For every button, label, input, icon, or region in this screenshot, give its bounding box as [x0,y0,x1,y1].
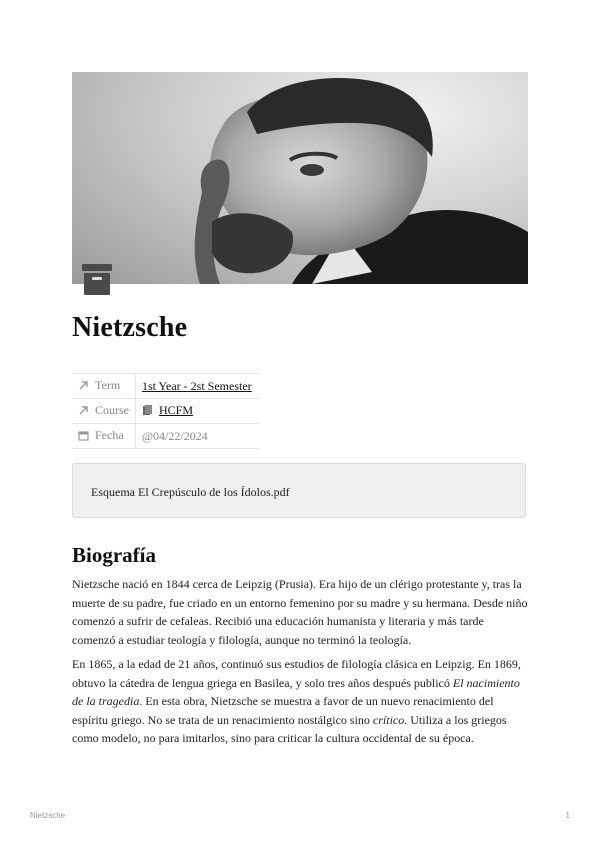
section-heading: Biografía [72,543,156,567]
callout-text: Esquema El Crepúsculo de los Ídolos.pdf [91,485,290,499]
property-value-cell [136,424,260,449]
paragraph [72,655,528,748]
property-label: Course [95,402,129,417]
portrait-photo [72,72,528,284]
paragraph-text: . Utiliza a los griegos como modelo, no para imitarlos, sino para criticar la cultura occidental de su época. [72,712,507,746]
property-label-cell [72,374,136,399]
page-title: Nietzsche [72,312,188,343]
book-title-italic: El nacimiento de la tragedia [72,675,520,709]
property-row-course [72,399,259,424]
course-link[interactable]: HCFM [159,402,194,417]
property-label: Term [95,377,121,392]
paragraph-text: . En esta obra, Nietzsche se muestra a favor de un nuevo renacimiento del espíritu griego. No se trata de un renacimiento nostálgico sino [72,694,494,727]
property-label-cell [72,399,136,424]
property-label: Fecha [95,427,124,442]
arrow-up-right-icon [78,380,89,391]
calendar-icon [78,430,89,441]
arrow-up-right-icon [78,405,89,416]
footer-title: Nietzsche [30,811,66,820]
term-link[interactable]: 1st Year - 2st Semester [142,378,252,393]
page-number: 1 [565,811,570,820]
property-label-cell [72,424,136,449]
property-value-cell [136,374,260,399]
archive-box-icon [82,264,112,295]
paragraph-text: En 1865, a la edad de 21 años, continuó sus estudios de filología clásica en Leipzig. En 1869, obtuvo la cátedra de lengua griega en Basilea, y solo tres años después publicó [72,657,521,690]
paragraph: Nietzsche nació en 1844 cerca de Leipzig (Prusia). Era hijo de un clérigo protestante y, tras la muerte de su padre, fue criado en un entorno femenino por su madre y su hermana. Desde niño comenzó a sufrir de cefaleas. Recibió una educación humanista y literaria y más tarde comenzó a estudiar teología y filología, aunque no terminó la teología. [72,577,528,647]
property-value-cell [136,399,260,424]
emphasis-italic: crítico [372,712,405,727]
property-row-fecha [72,424,259,449]
book-icon [142,405,153,416]
cover-image [72,72,528,284]
property-row-term [72,374,259,399]
callout-block[interactable] [72,463,526,518]
properties-table [72,373,259,449]
date-value: @04/22/2024 [142,428,208,443]
